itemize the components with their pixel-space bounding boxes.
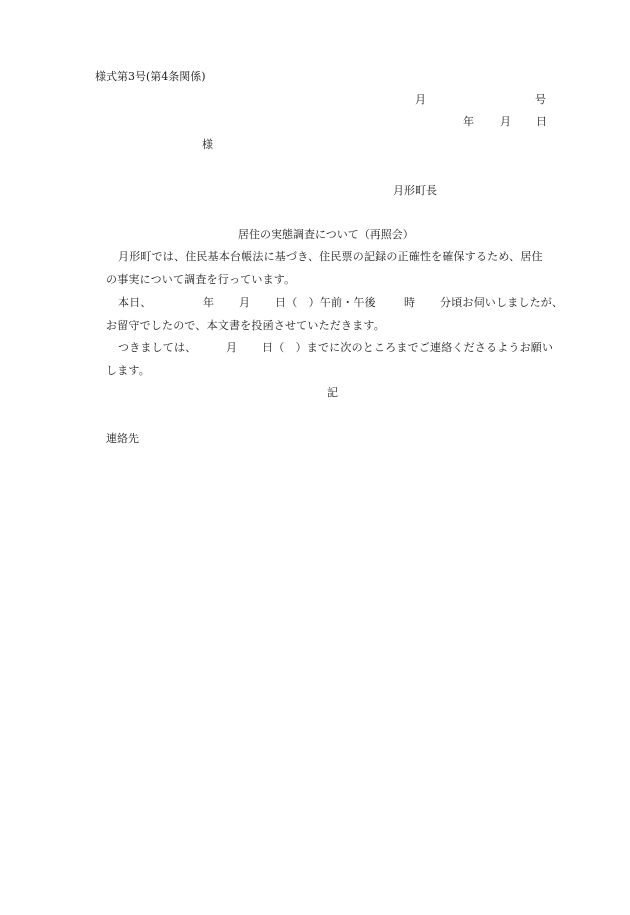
paragraph1-line2: の事実について調査を行っています。 bbox=[106, 273, 296, 286]
date-year-label: 年 bbox=[463, 115, 474, 128]
reference-number-label: 号 bbox=[535, 93, 546, 106]
paragraph2-day: 日（ ）午前・午後 bbox=[275, 296, 376, 309]
paragraph3-lead: つきましては、 bbox=[118, 341, 197, 354]
paragraph2-rest: 分頃お伺いしましたが、 bbox=[440, 296, 564, 309]
paragraph2-lead: 本日、 bbox=[118, 296, 152, 309]
form-label: 様式第3号(第4条関係) bbox=[95, 70, 206, 83]
date-month-label: 月 bbox=[500, 115, 511, 128]
paragraph2-line2: お留守でしたので、本文書を投函させていただきます。 bbox=[106, 319, 385, 332]
paragraph3-month: 月 bbox=[226, 341, 238, 354]
ki-marker: 記 bbox=[327, 386, 338, 399]
addressee-suffix: 様 bbox=[202, 138, 213, 151]
sender-name: 月形町長 bbox=[393, 184, 437, 197]
paragraph1-line1: 月形町では、住民基本台帳法に基づき、住民票の記録の正確性を確保するため、居住 bbox=[118, 250, 543, 263]
paragraph2-hour: 時 bbox=[404, 296, 416, 309]
date-day-label: 日 bbox=[536, 115, 547, 128]
contact-label: 連絡先 bbox=[106, 432, 139, 445]
paragraph2-year: 年 bbox=[203, 296, 215, 309]
paragraph2-month: 月 bbox=[239, 296, 251, 309]
document-title: 居住の実態調査について（再照会） bbox=[238, 228, 414, 241]
paragraph3-line2: します。 bbox=[106, 364, 150, 377]
paragraph3-day-rest: 日（ ）までに次のところまでご連絡くださるようお願い bbox=[262, 341, 554, 354]
reference-month-label: 月 bbox=[415, 93, 426, 106]
